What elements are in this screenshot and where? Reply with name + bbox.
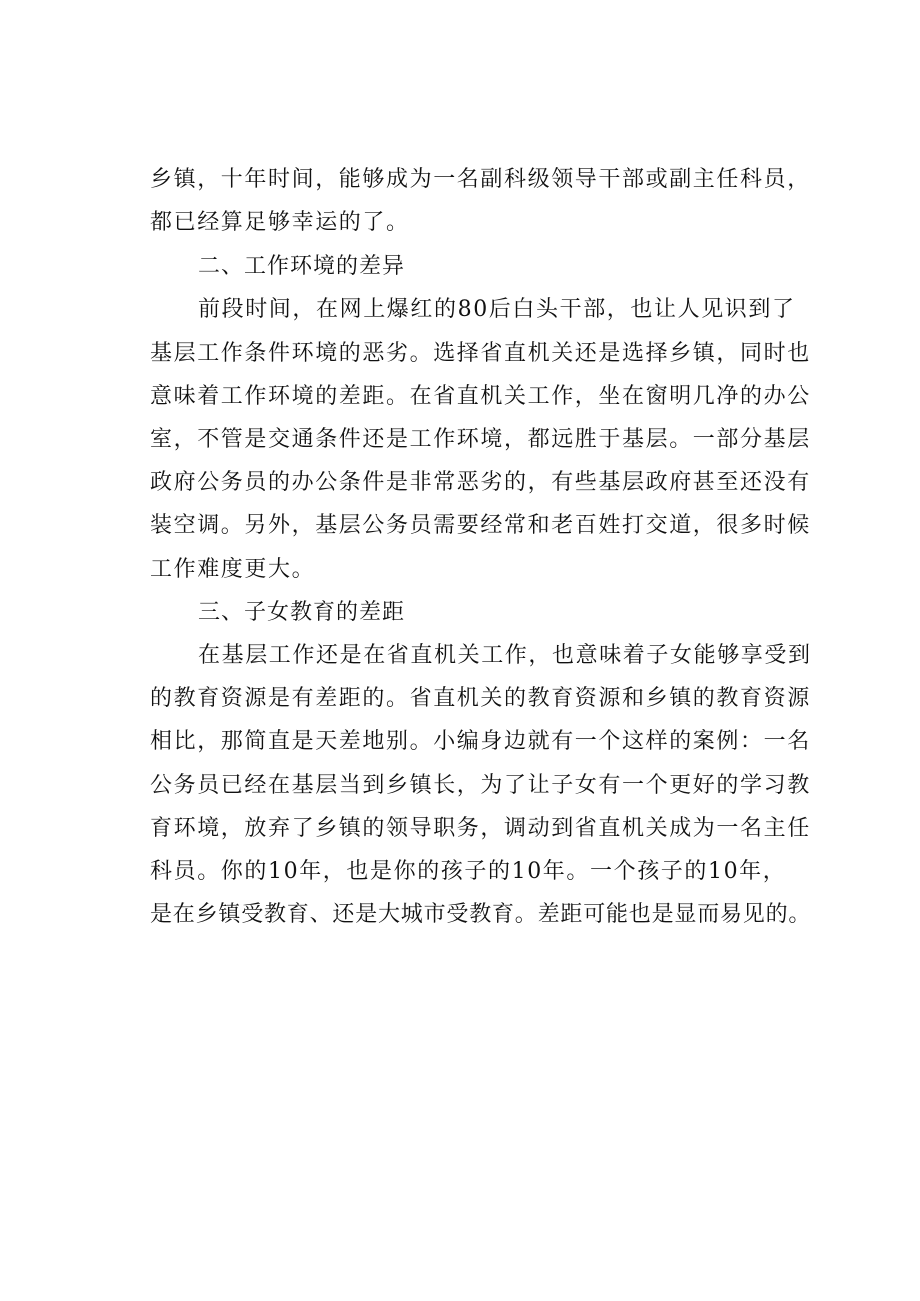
- body-line: 育环境，放弃了乡镇的领导职务，调动到省直机关成为一名主任: [150, 816, 811, 841]
- body-line: 政府公务员的办公条件是非常恶劣的，有些基层政府甚至还没有: [150, 470, 811, 495]
- body-line: 科员。你的10年，也是你的孩子的10年。一个孩子的10年，: [150, 859, 787, 884]
- body-line: 在基层工作还是在省直机关工作，也意味着子女能够享受到: [198, 643, 812, 668]
- section-heading-work-environment: 二、工作环境的差异: [198, 254, 406, 279]
- body-line: 基层工作条件环境的恶劣。选择省直机关还是选择乡镇，同时也: [150, 341, 811, 366]
- body-line: 前段时间，在网上爆红的80后白头干部，也让人见识到了: [198, 297, 796, 322]
- body-line: 公务员已经在基层当到乡镇长，为了让子女有一个更好的学习教: [150, 773, 811, 798]
- body-line: 相比，那简直是天差地别。小编身边就有一个这样的案例：一名: [150, 729, 811, 754]
- body-line: 装空调。另外，基层公务员需要经常和老百姓打交道，很多时候: [150, 513, 811, 538]
- body-line: 的教育资源是有差距的。省直机关的教育资源和乡镇的教育资源: [150, 686, 811, 711]
- body-line: 是在乡镇受教育、还是大城市受教育。差距可能也是显而易见的。: [150, 902, 812, 927]
- section-heading-child-education: 三、子女教育的差距: [198, 600, 406, 625]
- body-line: 都已经算足够幸运的了。: [150, 210, 410, 235]
- body-line: 工作难度更大。: [150, 557, 316, 582]
- body-line: 乡镇，十年时间，能够成为一名副科级领导干部或副主任科员，: [150, 167, 811, 192]
- body-line: 意味着工作环境的差距。在省直机关工作，坐在窗明几净的办公: [150, 384, 811, 409]
- body-line: 室，不管是交通条件还是工作环境，都远胜于基层。一部分基层: [150, 427, 811, 452]
